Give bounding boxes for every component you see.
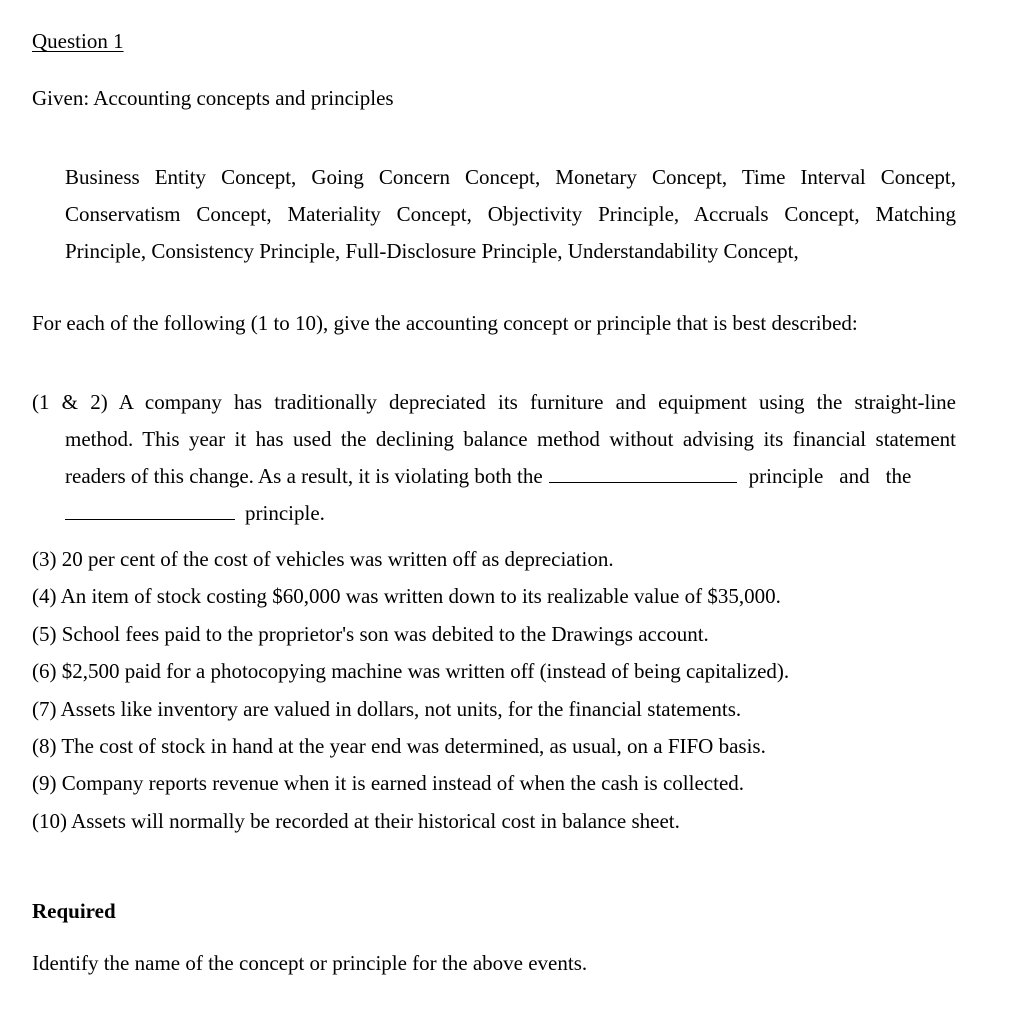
identify-instruction: Identify the name of the concept or principle for the above events. — [32, 951, 588, 975]
question-item-6: (6) $2,500 paid for a photocopying machine was written off (instead of being capitalized). — [32, 659, 790, 684]
question-item-5: (5) School fees paid to the proprietor's son was debited to the Drawings account. — [32, 621, 709, 646]
question-item-8: (8) The cost of stock in hand at the year end was determined, as usual, on a FIFO basis. — [32, 734, 766, 759]
question-item-7: (7) Assets like inventory are valued in dollars, not units, for the financial statements. — [32, 696, 742, 721]
question-item-4: (4) An item of stock costing $60,000 was written down to its realizable value of $35,000. — [32, 584, 781, 609]
q12-line-2 — [32, 421, 956, 458]
q12-line-1 — [32, 384, 956, 421]
q12-line-4-text: principle. — [245, 501, 325, 525]
question-item-3: (3) 20 per cent of the cost of vehicles was written off as depreciation. — [32, 547, 614, 571]
concepts-list: Business Entity Concept, Going Concern Concept, Monetary Concept, Time Interval Concept, Conservatism Concept, Materiality Concept, Objectivity Principle, Accruals Concept, Matching Principle, Consistency Principle, Full-Disclosure Principle, Understandability Concept, — [65, 165, 956, 263]
q12-line-1-text: (1 & 2) A company has traditionally depreciated its furniture and equipment using the straight-line — [32, 390, 956, 414]
q12-line-2-text: method. This year it has used the declining balance method without advising its financial statement — [65, 427, 956, 451]
q12-line-3-text: readers of this change. As a result, it is violating both the — [65, 464, 543, 488]
instruction-text: For each of the following (1 to 10), give the accounting concept or principle that is best described: — [32, 311, 858, 335]
question-item-10: (10) Assets will normally be recorded at their historical cost in balance sheet. — [32, 808, 680, 833]
q12-line-3 — [32, 458, 956, 495]
question-item-9: (9) Company reports revenue when it is earned instead of when the cash is collected. — [32, 771, 745, 796]
answer-blank-1[interactable] — [549, 481, 737, 483]
q12-line-4 — [32, 495, 956, 532]
question-1-2 — [32, 384, 956, 532]
q12-line-3-the: the — [885, 464, 912, 488]
question-items — [32, 541, 789, 840]
q12-line-3-and: and — [839, 464, 870, 488]
required-heading: Required — [32, 899, 116, 923]
question-title: Question 1 — [32, 29, 124, 53]
answer-blank-2[interactable] — [65, 518, 235, 520]
q12-line-3-principle: principle — [748, 464, 824, 488]
given-statement: Given: Accounting concepts and principles — [32, 86, 394, 110]
